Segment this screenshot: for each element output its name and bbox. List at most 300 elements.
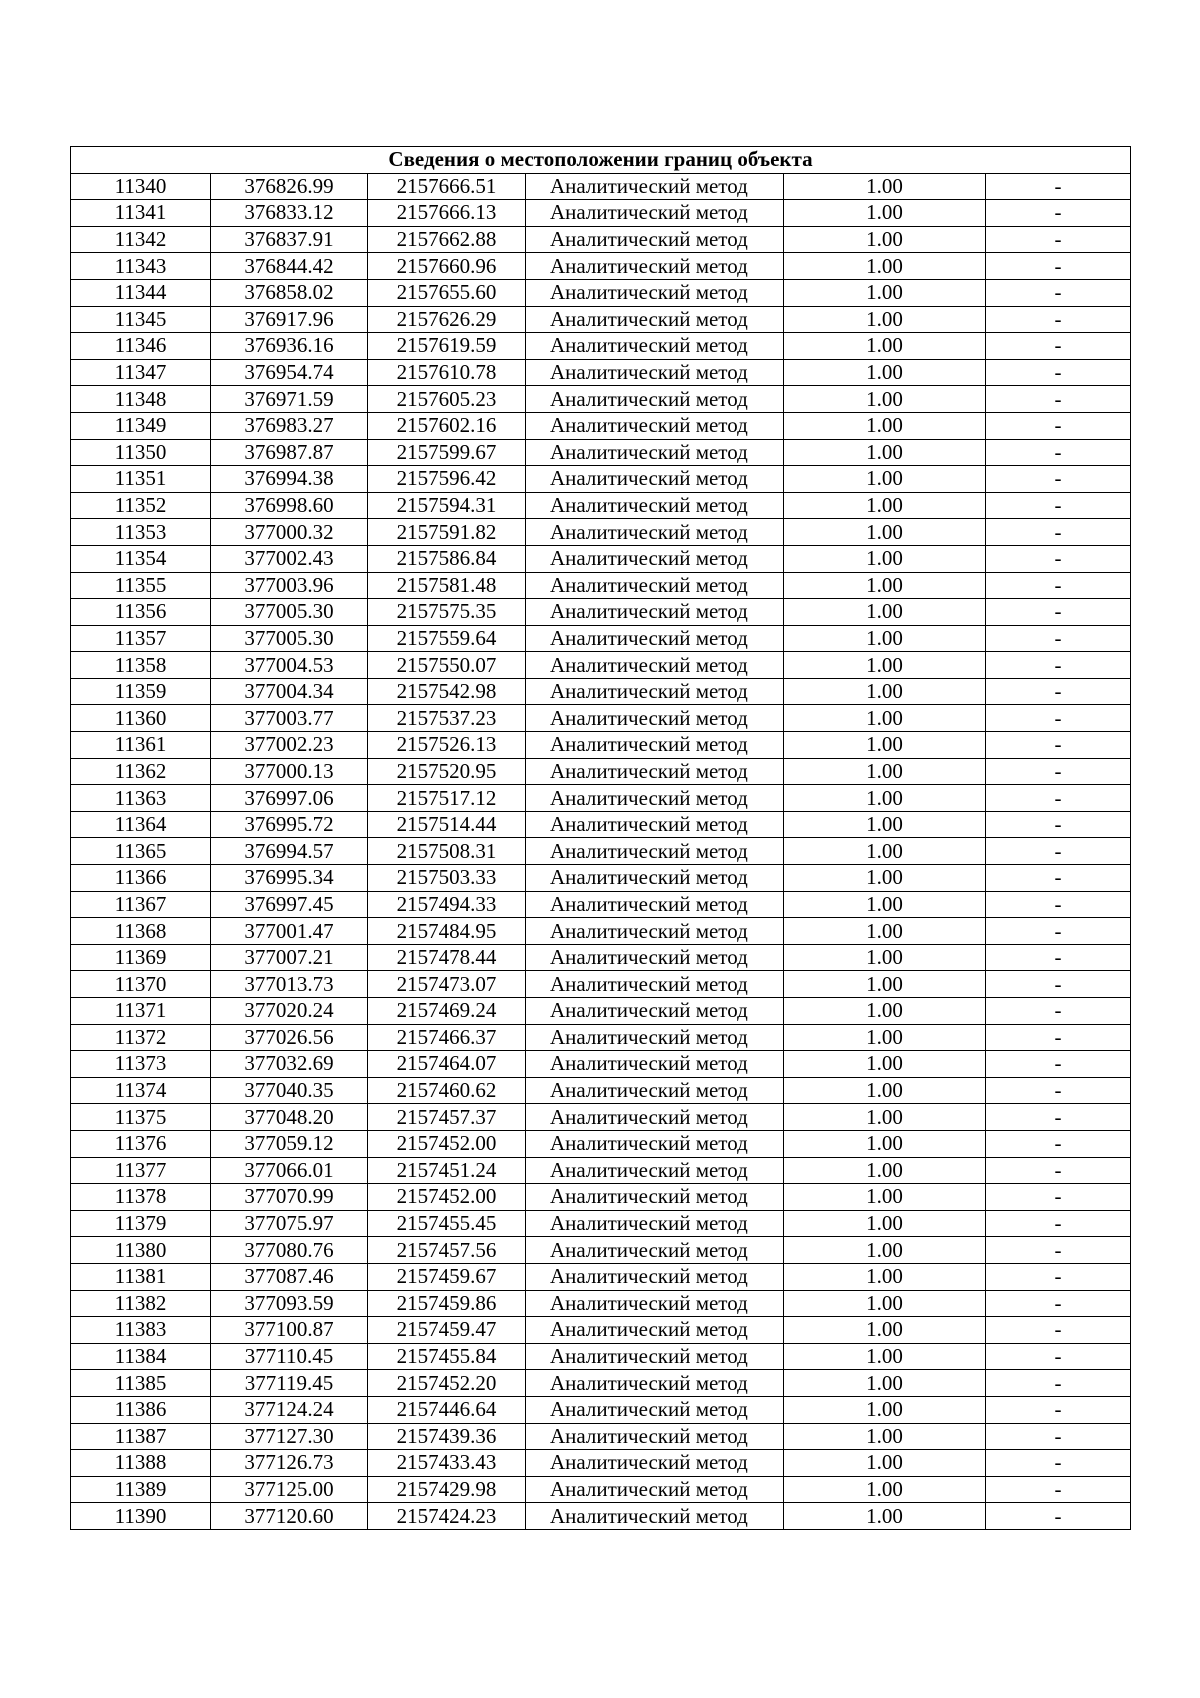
coord-y-cell: 2157602.16 (368, 412, 526, 439)
coord-y-cell: 2157581.48 (368, 572, 526, 599)
accuracy-cell: 1.00 (784, 253, 986, 280)
method-cell: Аналитический метод (526, 1077, 784, 1104)
note-cell: - (986, 1051, 1131, 1078)
table-row (71, 519, 1131, 546)
note-cell: - (986, 1503, 1131, 1530)
note-cell: - (986, 811, 1131, 838)
method-cell: Аналитический метод (526, 1423, 784, 1450)
note-cell: - (986, 1237, 1131, 1264)
table-row (71, 492, 1131, 519)
accuracy-cell: 1.00 (784, 865, 986, 892)
table-row (71, 1290, 1131, 1317)
table-row (71, 1396, 1131, 1423)
note-cell: - (986, 1130, 1131, 1157)
method-cell: Аналитический метод (526, 811, 784, 838)
coord-x-cell: 377003.96 (211, 572, 368, 599)
point-number-cell: 11372 (71, 1024, 211, 1051)
coord-y-cell: 2157460.62 (368, 1077, 526, 1104)
method-cell: Аналитический метод (526, 253, 784, 280)
table-row (71, 1450, 1131, 1477)
point-number-cell: 11373 (71, 1051, 211, 1078)
method-cell: Аналитический метод (526, 1184, 784, 1211)
method-cell: Аналитический метод (526, 705, 784, 732)
accuracy-cell: 1.00 (784, 412, 986, 439)
method-cell: Аналитический метод (526, 1210, 784, 1237)
table-row (71, 625, 1131, 652)
method-cell: Аналитический метод (526, 572, 784, 599)
accuracy-cell: 1.00 (784, 758, 986, 785)
coord-y-cell: 2157619.59 (368, 333, 526, 360)
table-row (71, 1317, 1131, 1344)
point-number-cell: 11384 (71, 1343, 211, 1370)
point-number-cell: 11354 (71, 545, 211, 572)
accuracy-cell: 1.00 (784, 1024, 986, 1051)
accuracy-cell: 1.00 (784, 1343, 986, 1370)
coord-y-cell: 2157605.23 (368, 386, 526, 413)
coord-x-cell: 376995.34 (211, 865, 368, 892)
note-cell: - (986, 944, 1131, 971)
note-cell: - (986, 279, 1131, 306)
table-row (71, 359, 1131, 386)
method-cell: Аналитический метод (526, 439, 784, 466)
method-cell: Аналитический метод (526, 732, 784, 759)
note-cell: - (986, 386, 1131, 413)
coord-y-cell: 2157478.44 (368, 944, 526, 971)
table-row (71, 652, 1131, 679)
note-cell: - (986, 732, 1131, 759)
coord-y-cell: 2157455.84 (368, 1343, 526, 1370)
table-body (71, 173, 1131, 1529)
coord-x-cell: 376998.60 (211, 492, 368, 519)
note-cell: - (986, 439, 1131, 466)
point-number-cell: 11365 (71, 838, 211, 865)
coord-y-cell: 2157662.88 (368, 226, 526, 253)
table-row (71, 1343, 1131, 1370)
table-row (71, 253, 1131, 280)
accuracy-cell: 1.00 (784, 1396, 986, 1423)
coord-x-cell: 377007.21 (211, 944, 368, 971)
note-cell: - (986, 466, 1131, 493)
accuracy-cell: 1.00 (784, 1317, 986, 1344)
point-number-cell: 11364 (71, 811, 211, 838)
table-row (71, 1024, 1131, 1051)
coord-y-cell: 2157457.37 (368, 1104, 526, 1131)
coord-y-cell: 2157439.36 (368, 1423, 526, 1450)
method-cell: Аналитический метод (526, 838, 784, 865)
coord-x-cell: 377005.30 (211, 625, 368, 652)
point-number-cell: 11340 (71, 173, 211, 200)
coord-x-cell: 377002.23 (211, 732, 368, 759)
note-cell: - (986, 599, 1131, 626)
coord-x-cell: 377087.46 (211, 1263, 368, 1290)
note-cell: - (986, 492, 1131, 519)
point-number-cell: 11367 (71, 891, 211, 918)
table-row (71, 944, 1131, 971)
coord-y-cell: 2157596.42 (368, 466, 526, 493)
point-number-cell: 11342 (71, 226, 211, 253)
note-cell: - (986, 1157, 1131, 1184)
accuracy-cell: 1.00 (784, 652, 986, 679)
method-cell: Аналитический метод (526, 519, 784, 546)
method-cell: Аналитический метод (526, 1343, 784, 1370)
method-cell: Аналитический метод (526, 1130, 784, 1157)
point-number-cell: 11361 (71, 732, 211, 759)
method-cell: Аналитический метод (526, 1024, 784, 1051)
coord-x-cell: 377002.43 (211, 545, 368, 572)
table-title-row (71, 147, 1131, 174)
coord-x-cell: 376858.02 (211, 279, 368, 306)
accuracy-cell: 1.00 (784, 944, 986, 971)
coord-y-cell: 2157473.07 (368, 971, 526, 998)
accuracy-cell: 1.00 (784, 811, 986, 838)
note-cell: - (986, 173, 1131, 200)
point-number-cell: 11355 (71, 572, 211, 599)
coord-x-cell: 377126.73 (211, 1450, 368, 1477)
coord-y-cell: 2157484.95 (368, 918, 526, 945)
coord-y-cell: 2157550.07 (368, 652, 526, 679)
point-number-cell: 11380 (71, 1237, 211, 1264)
accuracy-cell: 1.00 (784, 306, 986, 333)
coord-x-cell: 377127.30 (211, 1423, 368, 1450)
method-cell: Аналитический метод (526, 359, 784, 386)
accuracy-cell: 1.00 (784, 1184, 986, 1211)
method-cell: Аналитический метод (526, 1237, 784, 1264)
point-number-cell: 11345 (71, 306, 211, 333)
point-number-cell: 11347 (71, 359, 211, 386)
table-row (71, 1051, 1131, 1078)
method-cell: Аналитический метод (526, 492, 784, 519)
method-cell: Аналитический метод (526, 1370, 784, 1397)
method-cell: Аналитический метод (526, 200, 784, 227)
accuracy-cell: 1.00 (784, 998, 986, 1025)
coord-y-cell: 2157459.47 (368, 1317, 526, 1344)
accuracy-cell: 1.00 (784, 705, 986, 732)
method-cell: Аналитический метод (526, 1157, 784, 1184)
coord-x-cell: 377093.59 (211, 1290, 368, 1317)
point-number-cell: 11381 (71, 1263, 211, 1290)
coord-y-cell: 2157457.56 (368, 1237, 526, 1264)
table-row (71, 226, 1131, 253)
coord-x-cell: 376987.87 (211, 439, 368, 466)
coord-x-cell: 377048.20 (211, 1104, 368, 1131)
accuracy-cell: 1.00 (784, 1290, 986, 1317)
point-number-cell: 11376 (71, 1130, 211, 1157)
point-number-cell: 11348 (71, 386, 211, 413)
accuracy-cell: 1.00 (784, 173, 986, 200)
point-number-cell: 11369 (71, 944, 211, 971)
accuracy-cell: 1.00 (784, 439, 986, 466)
coord-x-cell: 377110.45 (211, 1343, 368, 1370)
coord-x-cell: 376833.12 (211, 200, 368, 227)
table-row (71, 1157, 1131, 1184)
coord-x-cell: 376983.27 (211, 412, 368, 439)
note-cell: - (986, 838, 1131, 865)
point-number-cell: 11341 (71, 200, 211, 227)
method-cell: Аналитический метод (526, 279, 784, 306)
note-cell: - (986, 865, 1131, 892)
note-cell: - (986, 1184, 1131, 1211)
method-cell: Аналитический метод (526, 306, 784, 333)
note-cell: - (986, 1396, 1131, 1423)
table-row (71, 599, 1131, 626)
point-number-cell: 11371 (71, 998, 211, 1025)
table-title: Сведения о местоположении границ объекта (71, 147, 1131, 174)
coord-y-cell: 2157666.13 (368, 200, 526, 227)
table-row (71, 865, 1131, 892)
table-row (71, 705, 1131, 732)
note-cell: - (986, 1210, 1131, 1237)
coord-x-cell: 376997.45 (211, 891, 368, 918)
table-row (71, 838, 1131, 865)
table-row (71, 1423, 1131, 1450)
coord-x-cell: 377005.30 (211, 599, 368, 626)
note-cell: - (986, 1077, 1131, 1104)
method-cell: Аналитический метод (526, 625, 784, 652)
method-cell: Аналитический метод (526, 944, 784, 971)
table-row (71, 1263, 1131, 1290)
coord-y-cell: 2157446.64 (368, 1396, 526, 1423)
note-cell: - (986, 998, 1131, 1025)
coord-x-cell: 377120.60 (211, 1503, 368, 1530)
point-number-cell: 11374 (71, 1077, 211, 1104)
coord-x-cell: 377001.47 (211, 918, 368, 945)
method-cell: Аналитический метод (526, 1476, 784, 1503)
note-cell: - (986, 652, 1131, 679)
table-row (71, 200, 1131, 227)
point-number-cell: 11356 (71, 599, 211, 626)
note-cell: - (986, 1263, 1131, 1290)
accuracy-cell: 1.00 (784, 918, 986, 945)
accuracy-cell: 1.00 (784, 466, 986, 493)
method-cell: Аналитический метод (526, 758, 784, 785)
method-cell: Аналитический метод (526, 545, 784, 572)
coord-y-cell: 2157599.67 (368, 439, 526, 466)
accuracy-cell: 1.00 (784, 599, 986, 626)
point-number-cell: 11386 (71, 1396, 211, 1423)
coord-x-cell: 377059.12 (211, 1130, 368, 1157)
note-cell: - (986, 545, 1131, 572)
coord-y-cell: 2157517.12 (368, 785, 526, 812)
point-number-cell: 11349 (71, 412, 211, 439)
point-number-cell: 11359 (71, 678, 211, 705)
table-row (71, 811, 1131, 838)
point-number-cell: 11366 (71, 865, 211, 892)
coord-x-cell: 377040.35 (211, 1077, 368, 1104)
method-cell: Аналитический метод (526, 971, 784, 998)
table-row (71, 1184, 1131, 1211)
coord-y-cell: 2157452.20 (368, 1370, 526, 1397)
table-row (71, 678, 1131, 705)
coord-y-cell: 2157429.98 (368, 1476, 526, 1503)
coord-x-cell: 376936.16 (211, 333, 368, 360)
coord-y-cell: 2157508.31 (368, 838, 526, 865)
accuracy-cell: 1.00 (784, 1423, 986, 1450)
coord-y-cell: 2157626.29 (368, 306, 526, 333)
note-cell: - (986, 333, 1131, 360)
point-number-cell: 11370 (71, 971, 211, 998)
coord-x-cell: 377004.53 (211, 652, 368, 679)
coord-y-cell: 2157455.45 (368, 1210, 526, 1237)
note-cell: - (986, 971, 1131, 998)
accuracy-cell: 1.00 (784, 1450, 986, 1477)
table-row (71, 279, 1131, 306)
coord-x-cell: 377124.24 (211, 1396, 368, 1423)
note-cell: - (986, 785, 1131, 812)
coord-y-cell: 2157503.33 (368, 865, 526, 892)
note-cell: - (986, 1476, 1131, 1503)
point-number-cell: 11360 (71, 705, 211, 732)
coord-x-cell: 376995.72 (211, 811, 368, 838)
note-cell: - (986, 1317, 1131, 1344)
table-row (71, 1370, 1131, 1397)
coord-x-cell: 377032.69 (211, 1051, 368, 1078)
point-number-cell: 11368 (71, 918, 211, 945)
point-number-cell: 11358 (71, 652, 211, 679)
method-cell: Аналитический метод (526, 1051, 784, 1078)
coord-x-cell: 377026.56 (211, 1024, 368, 1051)
coord-y-cell: 2157655.60 (368, 279, 526, 306)
table-row (71, 306, 1131, 333)
table-row (71, 386, 1131, 413)
accuracy-cell: 1.00 (784, 838, 986, 865)
accuracy-cell: 1.00 (784, 1263, 986, 1290)
point-number-cell: 11352 (71, 492, 211, 519)
accuracy-cell: 1.00 (784, 492, 986, 519)
table-row (71, 412, 1131, 439)
coord-x-cell: 377119.45 (211, 1370, 368, 1397)
coord-x-cell: 376971.59 (211, 386, 368, 413)
coord-y-cell: 2157559.64 (368, 625, 526, 652)
accuracy-cell: 1.00 (784, 519, 986, 546)
coord-x-cell: 377075.97 (211, 1210, 368, 1237)
method-cell: Аналитический метод (526, 1396, 784, 1423)
table-row (71, 1476, 1131, 1503)
coord-y-cell: 2157452.00 (368, 1184, 526, 1211)
point-number-cell: 11385 (71, 1370, 211, 1397)
accuracy-cell: 1.00 (784, 200, 986, 227)
method-cell: Аналитический метод (526, 918, 784, 945)
point-number-cell: 11353 (71, 519, 211, 546)
accuracy-cell: 1.00 (784, 386, 986, 413)
note-cell: - (986, 359, 1131, 386)
point-number-cell: 11350 (71, 439, 211, 466)
method-cell: Аналитический метод (526, 173, 784, 200)
table-row (71, 1237, 1131, 1264)
accuracy-cell: 1.00 (784, 1370, 986, 1397)
point-number-cell: 11343 (71, 253, 211, 280)
method-cell: Аналитический метод (526, 333, 784, 360)
note-cell: - (986, 412, 1131, 439)
coord-x-cell: 377020.24 (211, 998, 368, 1025)
note-cell: - (986, 918, 1131, 945)
point-number-cell: 11357 (71, 625, 211, 652)
coord-y-cell: 2157424.23 (368, 1503, 526, 1530)
coord-x-cell: 377013.73 (211, 971, 368, 998)
coord-y-cell: 2157537.23 (368, 705, 526, 732)
accuracy-cell: 1.00 (784, 226, 986, 253)
method-cell: Аналитический метод (526, 599, 784, 626)
table-row (71, 1130, 1131, 1157)
coord-y-cell: 2157520.95 (368, 758, 526, 785)
point-number-cell: 11379 (71, 1210, 211, 1237)
accuracy-cell: 1.00 (784, 1476, 986, 1503)
method-cell: Аналитический метод (526, 891, 784, 918)
coord-y-cell: 2157459.67 (368, 1263, 526, 1290)
coord-x-cell: 377000.32 (211, 519, 368, 546)
coord-x-cell: 376994.57 (211, 838, 368, 865)
method-cell: Аналитический метод (526, 678, 784, 705)
table-row (71, 466, 1131, 493)
coord-x-cell: 377003.77 (211, 705, 368, 732)
table-row (71, 918, 1131, 945)
method-cell: Аналитический метод (526, 1290, 784, 1317)
table-row (71, 545, 1131, 572)
point-number-cell: 11387 (71, 1423, 211, 1450)
accuracy-cell: 1.00 (784, 1104, 986, 1131)
coord-x-cell: 376826.99 (211, 173, 368, 200)
coord-x-cell: 377125.00 (211, 1476, 368, 1503)
coord-x-cell: 377000.13 (211, 758, 368, 785)
accuracy-cell: 1.00 (784, 572, 986, 599)
table-row (71, 333, 1131, 360)
note-cell: - (986, 306, 1131, 333)
point-number-cell: 11344 (71, 279, 211, 306)
coord-x-cell: 377080.76 (211, 1237, 368, 1264)
note-cell: - (986, 572, 1131, 599)
table-row (71, 785, 1131, 812)
coord-y-cell: 2157526.13 (368, 732, 526, 759)
method-cell: Аналитический метод (526, 226, 784, 253)
method-cell: Аналитический метод (526, 386, 784, 413)
accuracy-cell: 1.00 (784, 1130, 986, 1157)
note-cell: - (986, 625, 1131, 652)
method-cell: Аналитический метод (526, 998, 784, 1025)
point-number-cell: 11389 (71, 1476, 211, 1503)
table-row (71, 439, 1131, 466)
note-cell: - (986, 1343, 1131, 1370)
note-cell: - (986, 253, 1131, 280)
method-cell: Аналитический метод (526, 1317, 784, 1344)
note-cell: - (986, 200, 1131, 227)
coord-y-cell: 2157494.33 (368, 891, 526, 918)
table-row (71, 1210, 1131, 1237)
note-cell: - (986, 758, 1131, 785)
point-number-cell: 11390 (71, 1503, 211, 1530)
coord-y-cell: 2157451.24 (368, 1157, 526, 1184)
coord-x-cell: 377066.01 (211, 1157, 368, 1184)
accuracy-cell: 1.00 (784, 1210, 986, 1237)
coord-y-cell: 2157469.24 (368, 998, 526, 1025)
coord-x-cell: 377100.87 (211, 1317, 368, 1344)
table-row (71, 1503, 1131, 1530)
accuracy-cell: 1.00 (784, 1157, 986, 1184)
accuracy-cell: 1.00 (784, 732, 986, 759)
coord-y-cell: 2157452.00 (368, 1130, 526, 1157)
coord-x-cell: 376844.42 (211, 253, 368, 280)
coord-y-cell: 2157542.98 (368, 678, 526, 705)
coord-y-cell: 2157464.07 (368, 1051, 526, 1078)
accuracy-cell: 1.00 (784, 625, 986, 652)
method-cell: Аналитический метод (526, 1450, 784, 1477)
table-row (71, 998, 1131, 1025)
note-cell: - (986, 891, 1131, 918)
coord-y-cell: 2157594.31 (368, 492, 526, 519)
coord-x-cell: 377070.99 (211, 1184, 368, 1211)
note-cell: - (986, 226, 1131, 253)
coord-x-cell: 376917.96 (211, 306, 368, 333)
accuracy-cell: 1.00 (784, 785, 986, 812)
note-cell: - (986, 1290, 1131, 1317)
